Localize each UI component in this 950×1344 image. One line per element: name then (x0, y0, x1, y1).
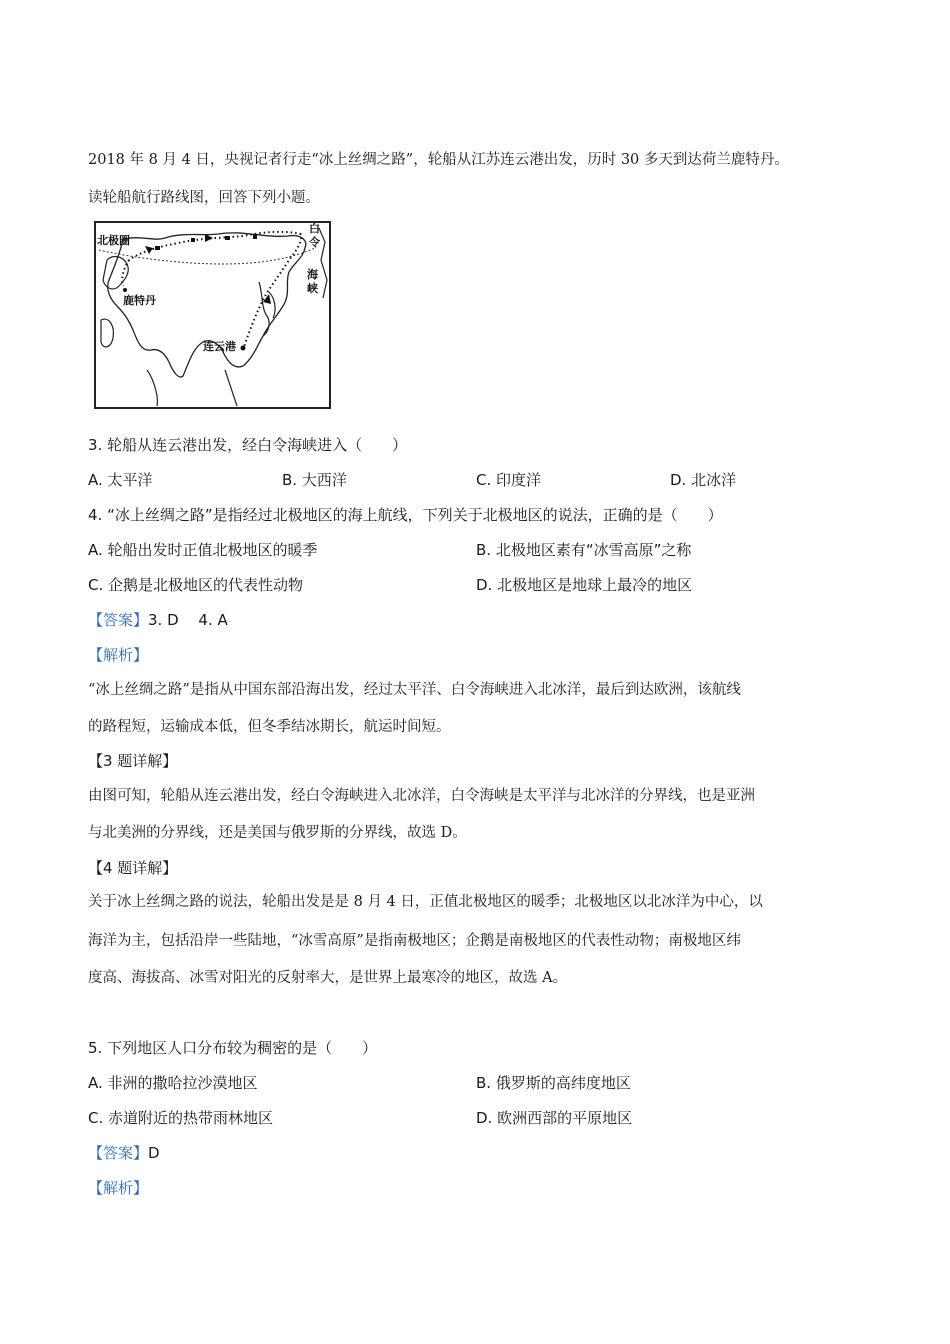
answer-text: 3. D 4. A (148, 611, 228, 629)
route-map-figure (93, 220, 333, 412)
answer-tag: 【答案】 (88, 1144, 149, 1162)
detail-4-line-1: 关于冰上丝绸之路的说法，轮船出发是是 8 月 4 日，正值北极地区的暖季；北极地区以北冰洋为中心，以 (88, 894, 763, 910)
analysis-line-1: “冰上丝绸之路”是指从中国东部沿海出发，经过太平洋、白令海峡进入北冰洋，最后到达欧洲，该航线 (88, 682, 741, 698)
map-label-lianyungang: 连云港 (203, 340, 236, 353)
map-label-rotterdam: 鹿特丹 (123, 294, 156, 307)
map-label-bering-1: 白 (309, 222, 320, 235)
answer-block-2 (88, 1143, 160, 1163)
question-3-option-d: D. 北冰洋 (670, 471, 737, 489)
detail-4-line-3: 度高、海拔高、冰雪对阳光的反射率大，是世界上最寒冷的地区，故选 A。 (88, 970, 568, 986)
question-5-option-a: A. 非洲的撒哈拉沙漠地区 (88, 1074, 258, 1092)
question-4-stem: 4. “冰上丝绸之路”是指经过北极地区的海上航线，下列关于北极地区的说法，正确的是（ ） (88, 506, 723, 524)
question-3-option-b: B. 大西洋 (282, 471, 347, 489)
map-label-arctic-circle: 北极圈 (97, 234, 130, 247)
analysis-tag: 【解析】 (88, 646, 149, 664)
question-3-option-a: A. 太平洋 (88, 471, 153, 489)
detail-4-line-2: 海洋为主，包括沿岸一些陆地，“冰雪高原”是指南极地区；企鹅是南极地区的代表性动物；南极地区纬 (88, 933, 741, 949)
map-label-bering-4: 峡 (307, 282, 318, 295)
detail-3-line-1: 由图可知，轮船从连云港出发，经白令海峡进入北冰洋，白令海峡是太平洋与北冰洋的分界线，也是亚洲 (88, 788, 755, 804)
map-label-bering-3: 海 (307, 268, 318, 281)
answer-text: D (148, 1144, 160, 1162)
question-4-option-b: B. 北极地区素有“冰雪高原”之称 (476, 541, 692, 559)
intro-line-1: 2018 年 8 月 4 日，央视记者行走“冰上丝绸之路”，轮船从江苏连云港出发，历时 30 多天到达荷兰鹿特丹。 (88, 152, 789, 168)
question-5-option-b: B. 俄罗斯的高纬度地区 (476, 1074, 631, 1092)
question-3-option-c: C. 印度洋 (476, 471, 542, 489)
question-5-stem: 5. 下列地区人口分布较为稠密的是（ ） (88, 1039, 378, 1057)
question-5-option-d: D. 欧洲西部的平原地区 (476, 1109, 633, 1127)
analysis-line-2: 的路程短，运输成本低，但冬季结冰期长，航运时间短。 (88, 719, 451, 735)
question-4-option-a: A. 轮船出发时正值北极地区的暖季 (88, 541, 318, 559)
detail-3-line-2: 与北美洲的分界线，还是美国与俄罗斯的分界线，故选 D。 (88, 825, 467, 841)
detail-3-heading: 【3 题详解】 (88, 752, 178, 770)
answer-tag: 【答案】 (88, 611, 149, 629)
question-4-option-c: C. 企鹅是北极地区的代表性动物 (88, 576, 304, 594)
route-map (93, 220, 333, 412)
map-label-bering-2: 令 (309, 236, 320, 249)
question-3-stem: 3. 轮船从连云港出发，经白令海峡进入（ ） (88, 436, 408, 454)
analysis-tag-2: 【解析】 (88, 1179, 149, 1197)
intro-line-2: 读轮船航行路线图，回答下列小题。 (88, 190, 320, 206)
answer-block-1 (88, 610, 228, 630)
detail-4-heading: 【4 题详解】 (88, 859, 178, 877)
question-4-option-d: D. 北极地区是地球上最冷的地区 (476, 576, 693, 594)
question-5-option-c: C. 赤道附近的热带雨林地区 (88, 1109, 274, 1127)
